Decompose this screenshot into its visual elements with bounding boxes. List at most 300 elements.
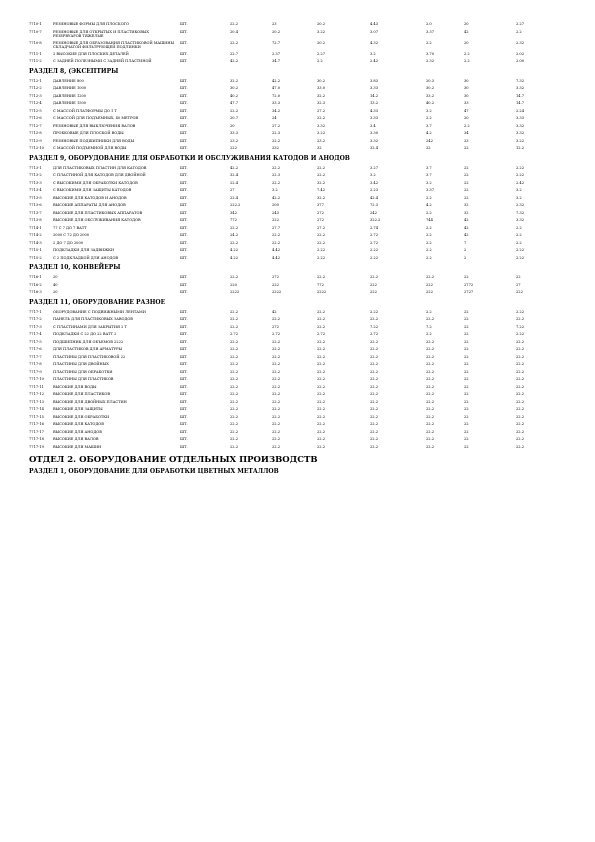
table-cell: 30 [464, 86, 469, 90]
table-cell: 22 [464, 146, 469, 150]
table-cell: 4.22 [230, 248, 239, 252]
table-cell: 3.32 [370, 138, 379, 143]
table-cell: 27 [516, 282, 521, 287]
table-cell: 3.32 [516, 218, 525, 222]
table-cell: ДАВЛЕНИЕ 1500 [53, 101, 87, 105]
table-cell: 222 [426, 290, 433, 294]
table-cell: 72.0 [272, 93, 281, 98]
table-cell: 22.2 [230, 40, 239, 45]
table-cell: 22 [426, 146, 431, 150]
table-cell: 47.0 [272, 86, 281, 90]
table-cell: 14.7 [516, 101, 525, 105]
table-cell: 22.7 [230, 51, 239, 56]
table-cell: 22.2 [370, 399, 379, 404]
table-cell: 32 [317, 146, 322, 150]
table-cell: 222 [426, 282, 433, 287]
table-cell: 2.27 [516, 22, 525, 26]
table-cell: 42.2 [272, 78, 281, 83]
table-cell: 7715-1 [29, 248, 42, 252]
table-cell: ВЫСОКИЕ ДЛЯ ОБСЛУЖИВАНИЯ КАТОДОВ [53, 218, 141, 222]
table-cell: 7713-3 [29, 180, 42, 185]
table-cell: 13.2 [370, 101, 379, 105]
table-cell: 22.2 [272, 407, 281, 411]
table-cell: 2.2 [464, 123, 470, 128]
table-cell: 2.2 [516, 29, 522, 34]
table-cell: 32.3 [317, 101, 326, 105]
table-cell: РЕЗИНОВЫЕ ДЛЯ ОБРАЗОВАНИЯ ПЛАСТИКОВОЙ МАШИНЫ СКЛАДЧАТОЙ ФИЛЬТРУЮЩЕЙ ПОДЛИНКИ [53, 40, 175, 49]
table-cell: 2.72 [370, 240, 379, 245]
table-cell: 7717-13 [29, 399, 44, 404]
table-cell: 32 [464, 210, 469, 215]
table-cell: 22.2 [370, 339, 379, 344]
table-cell: ШТ. [180, 240, 188, 245]
table-cell: 22.2 [426, 384, 435, 389]
table-cell: ПЛАСТИНЫ ДЛЯ ПЛАСТИКОВОЙ 22 [53, 354, 126, 359]
table-cell: ДАВЛЕНИЕ 1000 [53, 86, 87, 90]
table-cell: 22.2 [230, 362, 239, 366]
table-cell: 22.2 [317, 240, 326, 245]
table-cell: 22 [464, 275, 469, 279]
table-cell: 22.2 [317, 309, 326, 314]
table-cell: 2.24 [516, 108, 525, 113]
table-cell: 22.2 [317, 414, 326, 419]
table-cell: 32 [464, 203, 469, 207]
table-cell: 7717-19 [29, 444, 44, 449]
table-cell: 222 [230, 146, 237, 150]
table-cell: 4.2 [426, 203, 432, 207]
table-cell: 20 [464, 116, 469, 120]
table-cell: 772 [230, 218, 237, 222]
table-cell: 20.2 [317, 22, 326, 26]
table-cell: ШТ. [180, 93, 188, 98]
table-cell: 7716-2 [29, 282, 42, 287]
table-cell: 7717-7 [29, 354, 42, 359]
table-cell: 22.2 [230, 384, 239, 389]
table-cell: 2.22 [516, 248, 525, 252]
table-cell: 2.2 [426, 248, 432, 252]
table-cell: С МАССОЙ ПЛАТФОРМЫ ДО 1 Т [53, 108, 117, 113]
table-cell: 7717-8 [29, 362, 42, 366]
table-cell: 22.2 [426, 317, 435, 321]
table-cell: 22 [464, 369, 469, 374]
table-cell: 42 [464, 233, 469, 237]
table-cell: 3.7 [426, 165, 432, 170]
table-cell: 22.2 [426, 437, 435, 441]
table-cell: 22.2 [230, 339, 239, 344]
table-cell: ШТ. [180, 146, 188, 150]
table-cell: 2.72 [370, 233, 379, 237]
table-cell: 3.4 [370, 123, 376, 128]
table-cell: 2.2 [426, 255, 432, 260]
table-cell: 22.2 [426, 275, 435, 279]
table-cell: 22.2 [317, 399, 326, 404]
table-cell: ОБОРУДОВАНИЕ С ПОДВИЖНЫМИ ЛЕНТАМИ [53, 309, 146, 314]
table-cell: 2.2 [317, 59, 323, 63]
table-cell: 7713-6 [29, 203, 42, 207]
table-cell: 22.2 [516, 407, 525, 411]
table-cell: 7717-14 [29, 407, 44, 411]
table-cell: 22.2 [230, 354, 239, 359]
table-cell: 2.72 [272, 332, 281, 336]
table-cell: 22.2 [272, 444, 281, 449]
table-cell: 222 [516, 290, 523, 294]
table-cell: 3.22 [317, 131, 326, 135]
table-cell: 40.2 [230, 93, 239, 98]
section-heading: РАЗДЕЛ 1, ОБОРУДОВАНИЕ ДЛЯ ОБРАБОТКИ ЦВЕТНЫХ МЕТАЛЛОВ [29, 468, 279, 475]
table-cell: 32.4 [230, 173, 239, 177]
table-cell: 7712-5 [29, 108, 42, 113]
table-cell: 3.22 [516, 138, 525, 143]
table-cell: С ЗАДНЕЙ ПОЛЕЗНЫМИ С ЗАДНЕЙ ПЛАСТИНОЙ [53, 59, 152, 63]
table-cell: 22.2 [317, 362, 326, 366]
part-heading: ОТДЕЛ 2. ОБОРУДОВАНИЕ ОТДЕЛЬНЫХ ПРОИЗВОДСТВ [29, 455, 318, 465]
table-cell: 3.37 [426, 29, 435, 34]
table-cell: ВЫСОКИЕ ДЛЯ ВАЛОВ [53, 437, 99, 441]
table-cell: 2222 [272, 290, 282, 294]
table-cell: 22.2 [426, 414, 435, 419]
table-cell: ШТ. [180, 282, 188, 287]
table-cell: 22.2 [426, 354, 435, 359]
table-cell: 243 [272, 210, 279, 215]
table-cell: 3.42 [370, 180, 379, 185]
table-cell: 2 [464, 255, 467, 260]
table-cell: 32.2 [317, 93, 326, 98]
table-cell: 22.2 [370, 384, 379, 389]
table-cell: 7714-1 [29, 225, 42, 230]
table-cell: ШТ. [180, 78, 188, 83]
table-cell: 22.2 [516, 317, 525, 321]
table-cell: 77 С 7 ДО 7 ВАТТ [53, 225, 87, 230]
table-cell: 2.22 [516, 332, 525, 336]
table-cell: 2 ВЫСОКИЕ ДЛЯ ПЛОСКИХ ДЕТАЛЕЙ [53, 51, 129, 56]
table-cell: 23.2 [230, 138, 239, 143]
table-cell: 22 [464, 188, 469, 192]
table-cell: 222 [370, 290, 377, 294]
table-cell: 22.2 [317, 339, 326, 344]
table-cell: С ВЫСОКИМИ ДЛЯ ЗАЩИТЫ КАТОДОВ [53, 188, 132, 192]
table-cell: 22.2 [516, 347, 525, 351]
table-cell: 22.2 [317, 444, 326, 449]
table-cell: 22.2 [426, 369, 435, 374]
table-cell: 2 [464, 248, 467, 252]
table-cell: 7.42 [317, 188, 326, 192]
table-cell: 3.2 [516, 188, 522, 192]
table-cell: 22.2 [317, 347, 326, 351]
table-cell: 2.23 [370, 188, 379, 192]
table-cell: С ПЛАСТИНАМИ ДЛЯ ЗАКРЫТИЯ 2 Т [53, 324, 127, 329]
table-cell: ДАВЛЕНИЕ 1200 [53, 93, 87, 98]
table-cell: 20.3 [426, 78, 435, 83]
table-cell: 7712-3 [29, 93, 42, 98]
table-cell: 3.7 [426, 173, 432, 177]
table-cell: 22.2 [516, 399, 525, 404]
table-cell: С 2 ПОДКЛАДКОЙ ДЛЯ АНОДОВ [53, 255, 119, 260]
table-cell: 22.2 [317, 377, 326, 381]
table-cell: 22.2 [370, 377, 379, 381]
table-cell: 2.22 [370, 248, 379, 252]
table-cell: 2.2 [426, 240, 432, 245]
table-cell: 3.2 [272, 188, 278, 192]
table-cell: 22 [464, 429, 469, 434]
table-cell: 22.2 [230, 369, 239, 374]
table-cell: ВЫСОКИЕ ДЛЯ МАШИН [53, 444, 102, 449]
table-cell: 72.7 [272, 40, 281, 45]
table-cell: 242 [370, 210, 377, 215]
table-cell: 2.32 [516, 40, 525, 45]
table-cell: 2.22 [516, 165, 525, 170]
table-cell: ШТ. [180, 210, 188, 215]
table-cell: 3.33 [370, 86, 379, 90]
table-cell: ШТ. [180, 86, 188, 90]
table-cell: 4.42 [272, 255, 281, 260]
table-cell: 20 [53, 275, 58, 279]
table-cell: 2.22 [516, 173, 525, 177]
table-cell: 22 [464, 324, 469, 329]
table-cell: 7713-5 [29, 195, 42, 200]
table-cell: ШТ. [180, 248, 188, 252]
table-cell: 7717-17 [29, 429, 44, 434]
table-cell: 42.2 [272, 195, 281, 200]
table-cell: 22.2 [230, 377, 239, 381]
table-cell: 40.2 [426, 101, 435, 105]
table-cell: 30 [464, 93, 469, 98]
table-cell: 222 [272, 218, 279, 222]
table-cell: 7712-4 [29, 101, 42, 105]
table-cell: 22.2 [426, 377, 435, 381]
table-cell: 4.32 [370, 40, 379, 45]
table-cell: 22.2 [272, 392, 281, 396]
table-cell: 22.2 [426, 362, 435, 366]
table-cell: 22.2 [272, 414, 281, 419]
table-cell: 33.3 [272, 101, 281, 105]
table-cell: 22.2 [317, 369, 326, 374]
table-cell: 22.2 [426, 347, 435, 351]
table-cell: 22.2 [230, 429, 239, 434]
table-cell: 22.2 [230, 108, 239, 113]
table-cell: ШТ. [180, 384, 188, 389]
table-cell: 2.02 [516, 51, 525, 56]
table-cell: 7712-9 [29, 138, 42, 143]
table-cell: 222 [272, 282, 279, 287]
table-cell: ШТ. [180, 173, 188, 177]
table-cell: ШТ. [180, 275, 188, 279]
table-cell: 72.3 [370, 203, 379, 207]
table-cell: 22.3 [272, 131, 281, 135]
table-cell: 2 ДО 7 ДО 2000 [53, 240, 84, 245]
table-cell: ШТ. [180, 422, 188, 426]
table-cell: 7711-2 [29, 59, 42, 63]
table-cell: 2000 С 72 ДО 2000 [53, 233, 90, 237]
table-cell: ШТ. [180, 255, 188, 260]
table-cell: 22 [464, 332, 469, 336]
table-cell: 20 [53, 290, 58, 294]
table-cell: 22.2 [426, 429, 435, 434]
table-cell: 24 [272, 116, 277, 120]
table-cell: 3.30 [370, 131, 379, 135]
table-cell: ВЫСОКИЕ ДЛЯ ДВОЙНЫХ ПЛАСТИН [53, 399, 127, 404]
table-cell: ШТ. [180, 116, 188, 120]
section-heading: РАЗДЕЛ 10, КОНВЕЙЕРЫ [29, 264, 121, 271]
table-cell: 222.2 [230, 203, 241, 207]
table-cell: 3.7 [426, 123, 432, 128]
table-cell: С МАССОЙ ПОДЪЕМНОЙ ДЛЯ ВОДЫ [53, 146, 127, 150]
table-cell: 22.2 [317, 384, 326, 389]
table-cell: 30.2 [317, 78, 326, 83]
table-cell: 7713-8 [29, 218, 42, 222]
table-cell: 42 [464, 218, 469, 222]
table-cell: ШТ. [180, 188, 188, 192]
table-cell: 2.2 [426, 116, 432, 120]
table-cell: 3.37 [426, 188, 435, 192]
table-cell: 7714-3 [29, 240, 42, 245]
table-cell: 7711-1 [29, 51, 42, 56]
table-cell: ПОДШИПНИК ДЛЯ ОБЪЕМОВ 2222 [53, 339, 124, 344]
table-cell: 22.2 [230, 317, 239, 321]
table-cell: С ПЛАСТИНОЙ ДЛЯ КАТОДОВ ДЛЯ ДВОЙНОЙ [53, 173, 146, 177]
table-cell: 7 [464, 240, 467, 245]
table-cell: 47 [464, 108, 469, 113]
table-cell: ВЫСОКИЕ ДЛЯ КАТОДОВ И АНОДОВ [53, 195, 127, 200]
table-cell: 22 [464, 195, 469, 200]
table-cell: ШТ. [180, 392, 188, 396]
table-cell: ШТ. [180, 290, 188, 294]
table-cell: 40 [53, 282, 58, 287]
table-cell: 3.32 [317, 123, 326, 128]
table-cell: ВЫСОКИЕ ДЛЯ ПЛАСТИКОВ [53, 392, 111, 396]
table-cell: 32.4 [370, 146, 379, 150]
table-cell: 22.2 [230, 422, 239, 426]
table-cell: 22.2 [272, 384, 281, 389]
table-cell: 22.2 [370, 407, 379, 411]
table-cell: ШТ. [180, 180, 188, 185]
table-cell: 2.2 [516, 240, 522, 245]
table-cell: 47.7 [230, 101, 239, 105]
table-cell: 7712-10 [29, 146, 44, 150]
table-cell: 22 [464, 399, 469, 404]
table-cell: ШТ. [180, 407, 188, 411]
table-cell: 22 [464, 347, 469, 351]
table-cell: РЕЗИНОВЫЕ ДЛЯ ВЫКЛЮЧЕНИЯ ВАЛОВ [53, 123, 136, 128]
table-cell: 32.2 [230, 78, 239, 83]
table-cell: 7712-6 [29, 116, 42, 120]
table-cell: 20 [464, 22, 469, 26]
table-cell: 7713-2 [29, 173, 42, 177]
table-cell: ПАНЕЛЬ ДЛЯ ПЛАСТИКОВЫХ ЗАВОДОВ [53, 317, 133, 321]
table-cell: 3.2 [370, 51, 376, 56]
table-cell: 22.2 [272, 354, 281, 359]
table-cell: ШТ. [180, 138, 188, 143]
table-cell: РЕЗИНОВЫЕ ФОРМЫ ДЛЯ ПЛОСКОГО [53, 22, 129, 26]
table-cell: 22.3 [272, 173, 281, 177]
table-cell: 2.72 [230, 332, 239, 336]
table-cell: 22.2 [516, 384, 525, 389]
table-cell: 22.2 [230, 347, 239, 351]
table-cell: ШТ. [180, 437, 188, 441]
table-cell: 744 [426, 218, 433, 222]
table-cell: 7717-4 [29, 332, 42, 336]
table-cell: 7712-7 [29, 123, 42, 128]
table-cell: 220 [230, 282, 237, 287]
table-cell: 22.2 [272, 437, 281, 441]
table-cell: 2.2 [516, 233, 522, 237]
table-cell: 2.27 [317, 51, 326, 56]
table-cell: 22.2 [230, 437, 239, 441]
table-cell: 322.2 [370, 218, 381, 222]
table-cell: 22.2 [370, 362, 379, 366]
table-cell: 22.2 [317, 233, 326, 237]
table-cell: 4.42 [272, 248, 281, 252]
table-cell: ШТ. [180, 444, 188, 449]
table-cell: 22.2 [272, 233, 281, 237]
table-cell: 20 [464, 40, 469, 45]
table-cell: С ВЫСОКИМИ ДЛЯ ОБРАБОТКИ КАТОДОВ [53, 180, 138, 185]
table-cell: 222 [370, 282, 377, 287]
table-cell: 7717-15 [29, 414, 44, 419]
table-cell: 232 [272, 146, 279, 150]
table-cell: 7713-7 [29, 210, 42, 215]
table-cell: 22.2 [516, 377, 525, 381]
table-cell: С МАССОЙ ДЛЯ ПОДЪЕМНЫХ, 40 МЕТРОВ [53, 116, 139, 120]
table-cell: 30.2 [230, 86, 239, 90]
table-cell: ДЛЯ ПЛАСТИКОВ ДЛЯ АРМАТУРЫ [53, 347, 123, 351]
table-cell: 3.83 [370, 78, 379, 83]
section-heading: РАЗДЕЛ 11, ОБОРУДОВАНИЕ РАЗНОЕ [29, 298, 166, 306]
table-cell: 2.22 [370, 309, 379, 314]
table-cell: 27.7 [272, 225, 281, 230]
table-cell: 2.2 [426, 210, 432, 215]
table-cell: ШТ. [180, 354, 188, 359]
table-cell: 7.2 [426, 324, 432, 329]
table-cell: 2.2 [464, 51, 470, 56]
table-cell: ШТ. [180, 131, 188, 135]
table-cell: 27.2 [317, 108, 326, 113]
table-cell: 3.32 [516, 131, 525, 135]
table-cell: 7.22 [370, 324, 379, 329]
table-cell: ШТ. [180, 108, 188, 113]
table-cell: 22.2 [317, 324, 326, 329]
table-cell: 7.32 [516, 78, 525, 83]
table-cell: 14.7 [516, 93, 525, 98]
table-cell: 22.2 [516, 437, 525, 441]
table-cell: 7717-6 [29, 347, 42, 351]
table-cell: РЕЗИНОВЫЕ ПОДШИПНИКИ ДЛЯ ВОДЫ [53, 138, 135, 143]
table-cell: ДЛЯ ПЛАСТИКОВЫХ ПЛАСТИН ДЛЯ КАТОДОВ [53, 165, 147, 170]
table-cell: 32.2 [317, 180, 326, 185]
table-cell: 22.2 [370, 392, 379, 396]
table-cell: 22.2 [426, 407, 435, 411]
table-cell: 2222 [317, 290, 327, 294]
table-cell: ШТ. [180, 22, 188, 26]
table-cell: 242 [426, 138, 433, 143]
table-cell: 23 [464, 138, 469, 143]
table-cell: 20 [230, 123, 235, 128]
table-cell: 4.22 [230, 255, 239, 260]
table-cell: 22.2 [370, 354, 379, 359]
table-cell: 22.2 [317, 392, 326, 396]
table-cell: ШТ. [180, 399, 188, 404]
table-cell: ШТ. [180, 347, 188, 351]
table-cell: 22.2 [230, 392, 239, 396]
table-cell: 2.22 [516, 255, 525, 260]
table-cell: 22.2 [230, 22, 239, 26]
table-cell: 22.2 [230, 240, 239, 245]
table-cell: 22.2 [230, 225, 239, 230]
table-cell: 30 [464, 78, 469, 83]
table-cell: 2727 [464, 290, 474, 294]
table-cell: 22.2 [317, 116, 326, 120]
table-cell: 22.2 [272, 362, 281, 366]
table-cell: 22 [464, 180, 469, 185]
